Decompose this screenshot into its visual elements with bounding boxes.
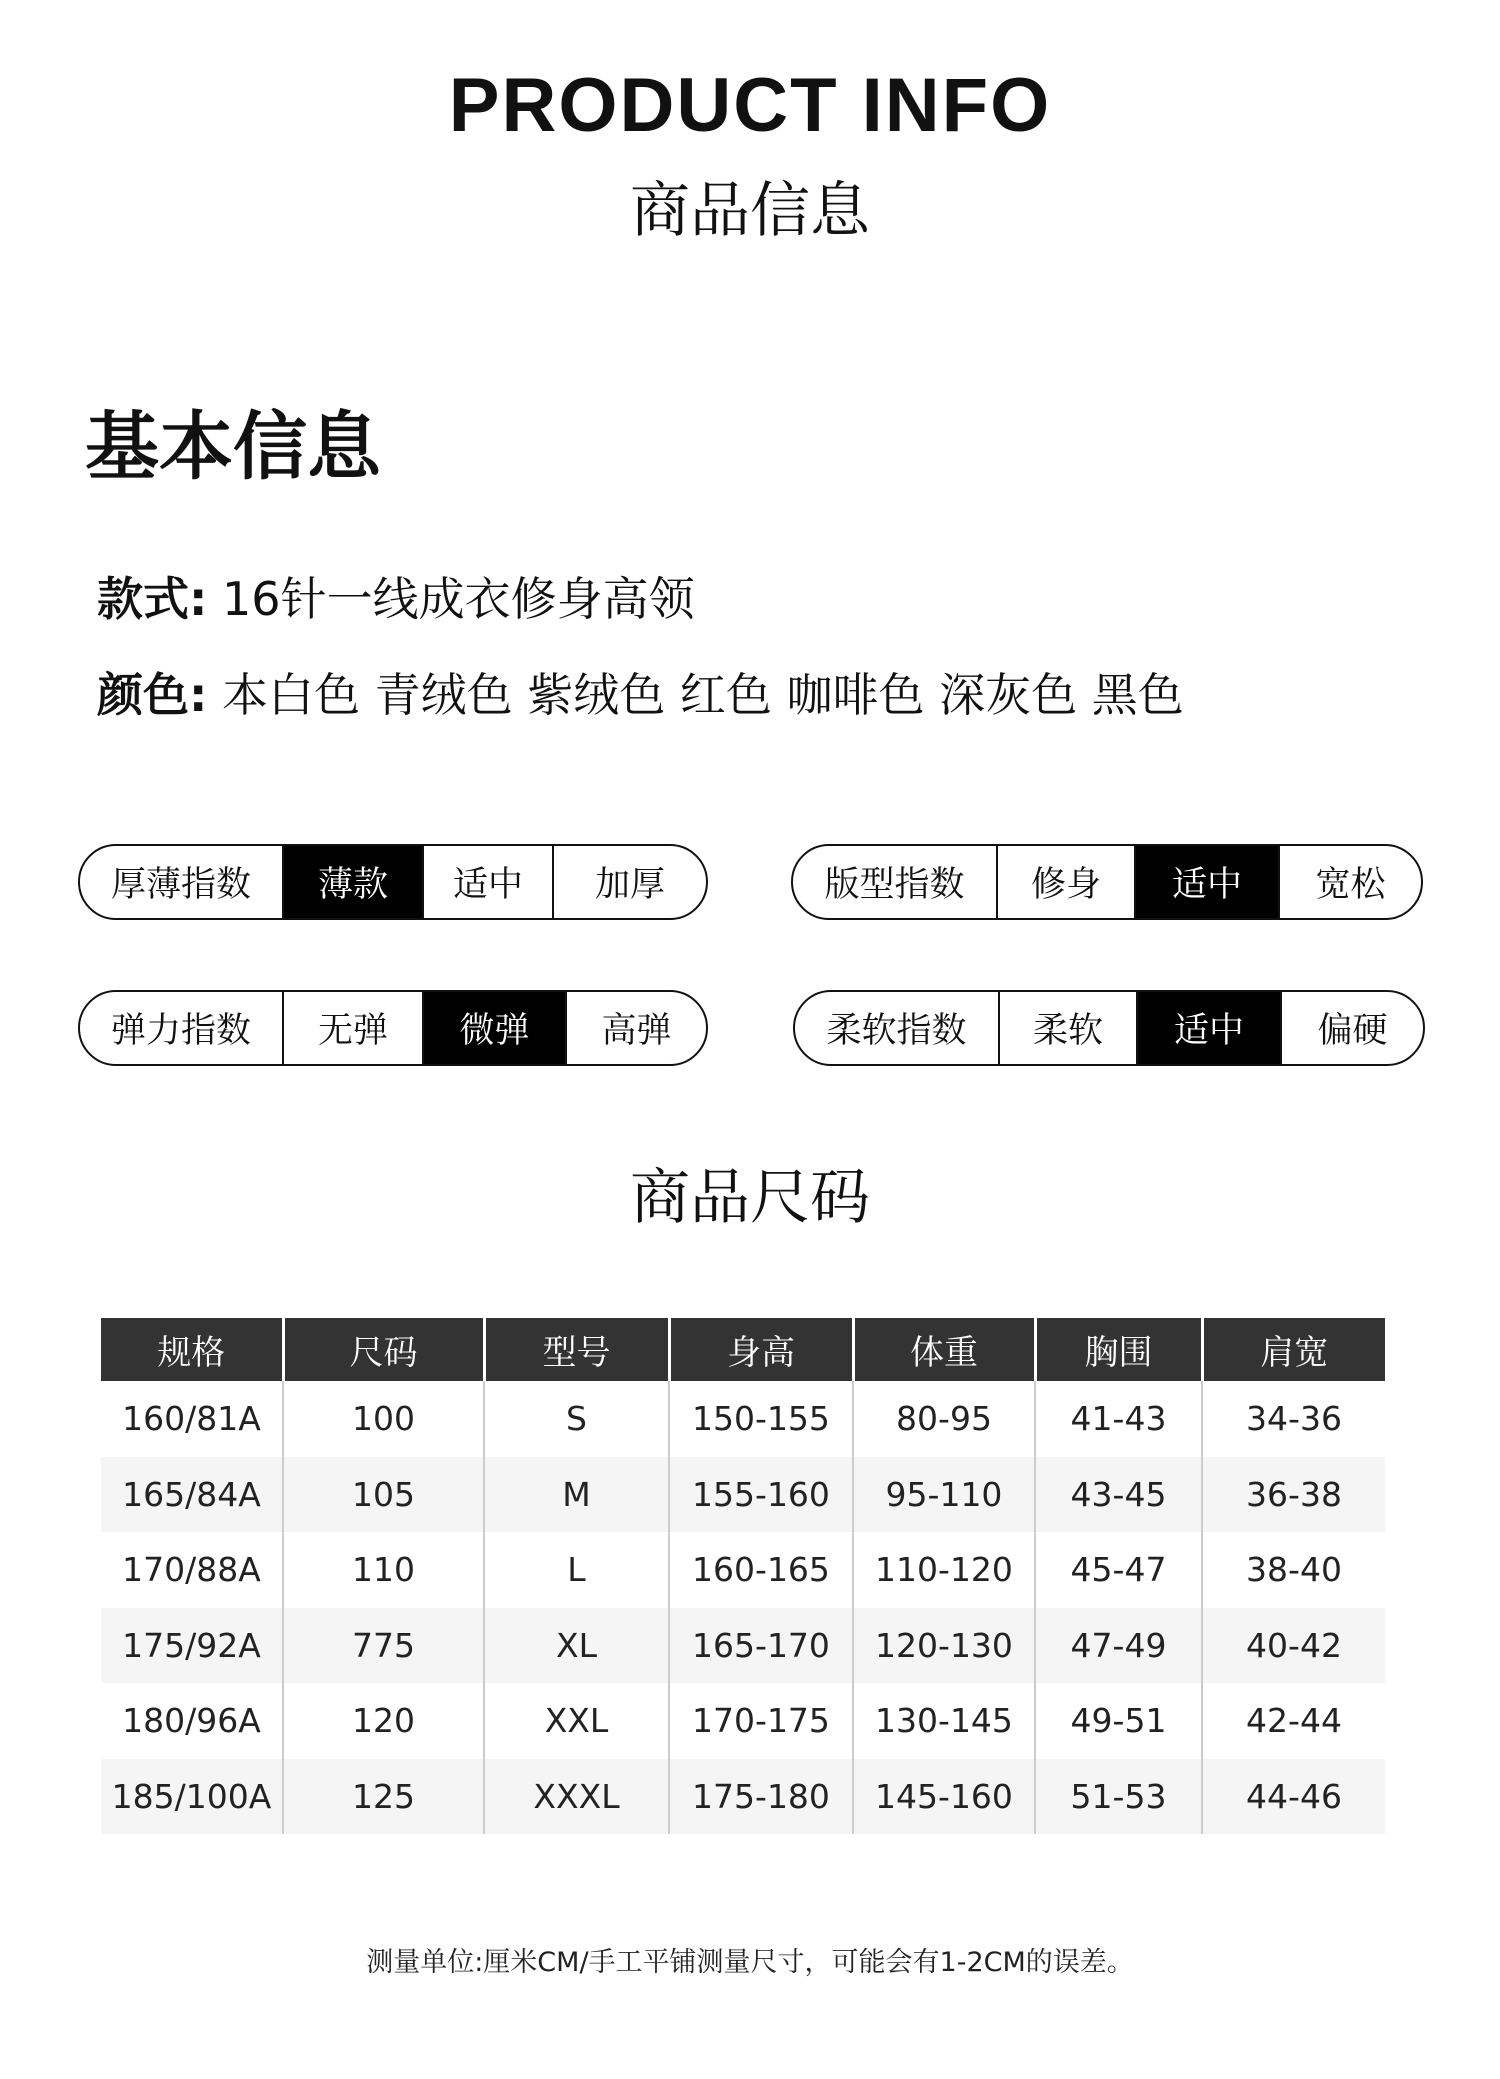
style-label: 款式:	[97, 572, 208, 626]
cell-spec: 185/100A	[101, 1759, 283, 1835]
cell-model: XL	[484, 1608, 669, 1684]
cell-weight: 80-95	[853, 1381, 1035, 1457]
cell-spec: 175/92A	[101, 1608, 283, 1684]
thickness-index-pill	[78, 844, 708, 920]
thickness-option-thin: 薄款	[282, 846, 422, 918]
basic-info-title: 基本信息	[85, 404, 381, 490]
elasticity-index-label: 弹力指数	[110, 1011, 251, 1051]
style-row	[97, 563, 695, 629]
col-header-chest: 胸围	[1035, 1318, 1202, 1381]
cell-height: 170-175	[669, 1683, 853, 1759]
cell-height: 155-160	[669, 1457, 853, 1533]
cell-size: 100	[283, 1381, 484, 1457]
softness-index-pill	[793, 990, 1425, 1066]
table-row	[101, 1759, 1385, 1835]
col-header-size: 尺码	[283, 1318, 484, 1381]
title-en: PRODUCT INFO	[448, 63, 1052, 148]
title-cn: 商品信息	[630, 176, 870, 246]
fit-option-regular: 适中	[1134, 846, 1278, 918]
color-value: 本白色 青绒色 紫绒色 红色 咖啡色 深灰色 黑色	[222, 668, 1184, 722]
cell-weight: 110-120	[853, 1532, 1035, 1608]
cell-spec: 160/81A	[122, 1399, 261, 1439]
table-row	[101, 1608, 1385, 1684]
cell-model: XXL	[484, 1683, 669, 1759]
cell-height: 150-155	[669, 1381, 853, 1457]
table-row	[101, 1457, 1385, 1533]
cell-height: 160-165	[669, 1532, 853, 1608]
cell-model: XXXL	[484, 1759, 669, 1835]
measurement-note: 测量单位:厘米CM/手工平铺测量尺寸，可能会有1-2CM的误差。	[366, 1947, 1134, 1978]
cell-spec: 170/88A	[122, 1550, 261, 1590]
cell-chest: 43-45	[1035, 1457, 1202, 1533]
cell-model: L	[484, 1532, 669, 1608]
cell-chest: 45-47	[1035, 1532, 1202, 1608]
thickness-option-medium: 适中	[422, 846, 552, 918]
col-header-model: 型号	[484, 1318, 669, 1381]
cell-size: 125	[283, 1759, 484, 1835]
cell-height: 165-170	[669, 1608, 853, 1684]
cell-size: 105	[283, 1457, 484, 1533]
elasticity-option-high: 高弹	[565, 992, 706, 1064]
cell-weight: 120-130	[853, 1608, 1035, 1684]
cell-spec: 165/84A	[101, 1457, 283, 1533]
cell-size: 775	[283, 1608, 484, 1684]
cell-weight: 145-160	[853, 1759, 1035, 1835]
size-table	[101, 1318, 1385, 1834]
cell-shoulder: 38-40	[1202, 1532, 1385, 1608]
elasticity-index-pill	[78, 990, 708, 1066]
cell-model: M	[484, 1457, 669, 1533]
cell-shoulder: 40-42	[1202, 1608, 1385, 1684]
thickness-index-label: 厚薄指数	[110, 865, 251, 905]
cell-chest: 41-43	[1035, 1381, 1202, 1457]
softness-option-soft: 柔软	[998, 992, 1136, 1064]
softness-index-label: 柔软指数	[826, 1011, 967, 1051]
elasticity-option-none: 无弹	[282, 992, 422, 1064]
style-value: 16针一线成衣修身高领	[222, 572, 695, 626]
cell-shoulder: 36-38	[1202, 1457, 1385, 1533]
col-header-height: 身高	[669, 1318, 853, 1381]
col-header-spec: 规格	[101, 1318, 283, 1381]
fit-option-loose: 宽松	[1278, 846, 1421, 918]
elasticity-option-slight: 微弹	[422, 992, 565, 1064]
table-row	[101, 1683, 1385, 1759]
fit-index-label: 版型指数	[824, 865, 965, 905]
table-row	[101, 1381, 1385, 1457]
cell-shoulder: 34-36	[1202, 1381, 1385, 1457]
table-row	[101, 1532, 1385, 1608]
softness-option-stiff: 偏硬	[1280, 992, 1423, 1064]
cell-shoulder: 44-46	[1202, 1759, 1385, 1835]
thickness-option-thick: 加厚	[552, 846, 706, 918]
cell-weight: 95-110	[853, 1457, 1035, 1533]
cell-model: S	[484, 1381, 669, 1457]
cell-weight: 130-145	[853, 1683, 1035, 1759]
col-header-shoulder: 肩宽	[1202, 1318, 1385, 1381]
fit-option-slim: 修身	[996, 846, 1134, 918]
cell-chest: 47-49	[1035, 1608, 1202, 1684]
softness-option-medium: 适中	[1136, 992, 1280, 1064]
cell-size: 110	[283, 1532, 484, 1608]
cell-spec: 180/96A	[122, 1701, 261, 1741]
cell-chest: 49-51	[1035, 1683, 1202, 1759]
cell-size: 120	[283, 1683, 484, 1759]
cell-height: 175-180	[669, 1759, 853, 1835]
size-table-header	[101, 1318, 1385, 1381]
fit-index-pill	[791, 844, 1423, 920]
color-label: 颜色:	[97, 668, 208, 722]
cell-shoulder: 42-44	[1202, 1683, 1385, 1759]
col-header-weight: 体重	[853, 1318, 1035, 1381]
color-row	[97, 659, 1184, 725]
cell-chest: 51-53	[1035, 1759, 1202, 1835]
size-section-title: 商品尺码	[630, 1163, 870, 1233]
